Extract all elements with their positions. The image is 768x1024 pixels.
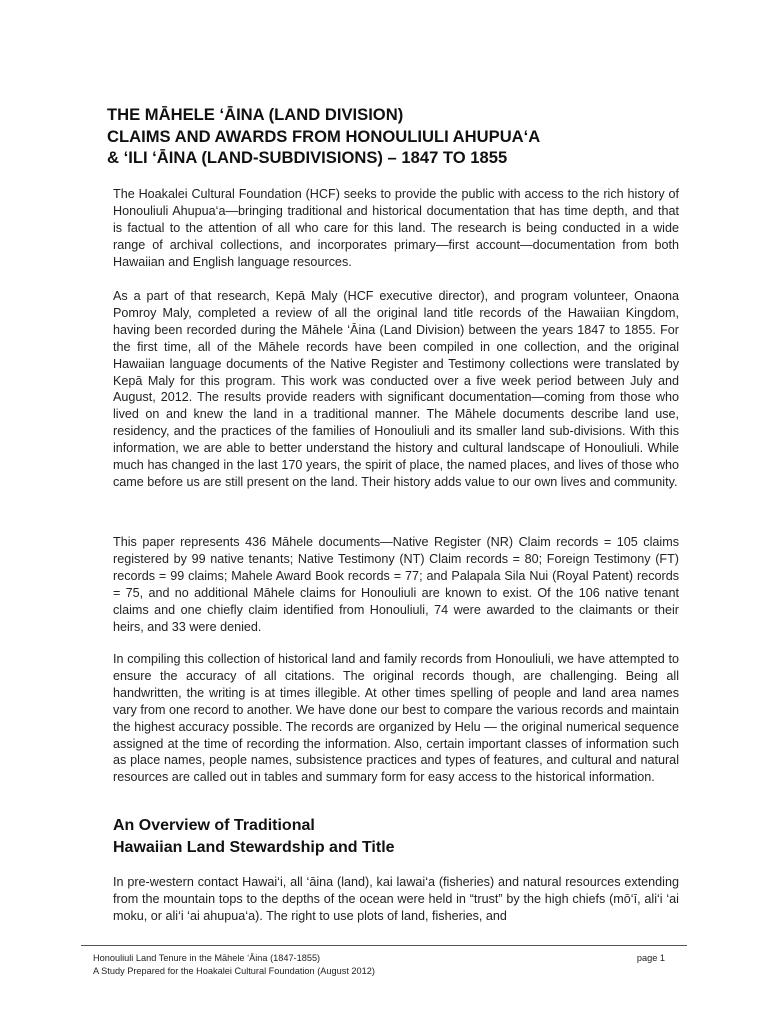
footer-line-1: Honouliuli Land Tenure in the Māhele ‘Āina (1847-1855) [93, 953, 321, 963]
title-line-1: THE MĀHELE ‘ĀINA (LAND DIVISION) [107, 105, 404, 124]
paragraph-documents: This paper represents 436 Māhele documents—Native Register (NR) Claim records = 105 claims registered by 99 native tenants; Native Testimony (NT) Claim records = 80; Foreign Testimony (FT) records = 99 claims; Mahele Award Book records = 77; and Palapala Sila Nui (Royal Patent) records = 75, and no additional Māhele claims for Honouliuli are known to exist. Of the 106 native tenant claims and one chiefly claim identified from Honouliuli, 74 were awarded to the claimants or their heirs, and 33 were denied. [113, 535, 679, 634]
page-footer [93, 952, 665, 978]
footer-divider [81, 945, 687, 946]
paragraph-research: As a part of that research, Kepā Maly (HCF executive director), and program volunteer, Onaona Pomroy Maly, completed a review of all the original land title records of the Hawaiian Kingdom, having been recorded during the Māhele ‘Āina (Land Division) between the years 1847 to 1855. For the first time, all of the Māhele records have been compiled in one collection, and the original Hawaiian language documents of the Native Register and Testimony collections were translated by Kepā Maly for this program. This work was conducted over a five week period between July and August, 2012. The results provide readers with significant documentation—coming from those who lived on and knew the land in a traditional manner. The Māhele documents describe land use, residency, and the practices of the families of Honouliuli and its smaller land sub-divisions. With this information, we are able to better understand the history and cultural landscape of Honouliuli. While much has changed in the last 170 years, the spirit of place, the named places, and lives of those who came before us are still present on the land. Their history adds value to our own lives and community. [113, 289, 679, 489]
page-number: page 1 [636, 953, 665, 963]
title-line-3: & ‘ILI ‘ĀINA (LAND-SUBDIVISIONS) – 1847 TO 1855 [107, 148, 508, 167]
section-heading-line-1: An Overview of Traditional [113, 817, 315, 834]
document-title [107, 104, 707, 169]
footer-line-2: A Study Prepared for the Hoakalei Cultural Foundation (August 2012) [93, 966, 375, 976]
paragraph-compiling: In compiling this collection of historical land and family records from Honouliuli, we have attempted to ensure the accuracy of all citations. The original records though, are challenging. Being all handwritten, the writing is at times illegible. At other times spelling of people and land area names vary from one record to another. We have done our best to compare the various records and maintain the highest accuracy possible. The records are organized by Helu — the original numerical sequence assigned at the time of recording the information. Also, certain important classes of information such as place names, people names, subsistence practices and types of features, and cultural and natural resources are called out in tables and summary form for easy access to the historical information. [113, 652, 679, 785]
paragraph-intro: The Hoakalei Cultural Foundation (HCF) seeks to provide the public with access to the rich history of Honouliuli Ahupua‘a—bringing traditional and historical documentation that has time depth, and that is factual to the attention of all who care for this land. The research is being conducted in a wide range of archival collections, and incorporates primary—first account—documentation from both Hawaiian and English language resources. [113, 187, 679, 269]
paragraph-overview: In pre-western contact Hawai‘i, all ‘āina (land), kai lawai‘a (fisheries) and natural resources extending from the mountain tops to the depths of the ocean were held in “trust” by the high chiefs (mō‘ī, ali‘i ‘ai moku, or ali‘i ‘ai ahupua‘a). The right to use plots of land, fisheries, and [113, 875, 679, 923]
section-heading-line-2: Hawaiian Land Stewardship and Title [113, 839, 395, 856]
section-heading [113, 815, 395, 859]
title-line-2: CLAIMS AND AWARDS FROM HONOULIULI AHUPUA‘A [107, 126, 541, 146]
